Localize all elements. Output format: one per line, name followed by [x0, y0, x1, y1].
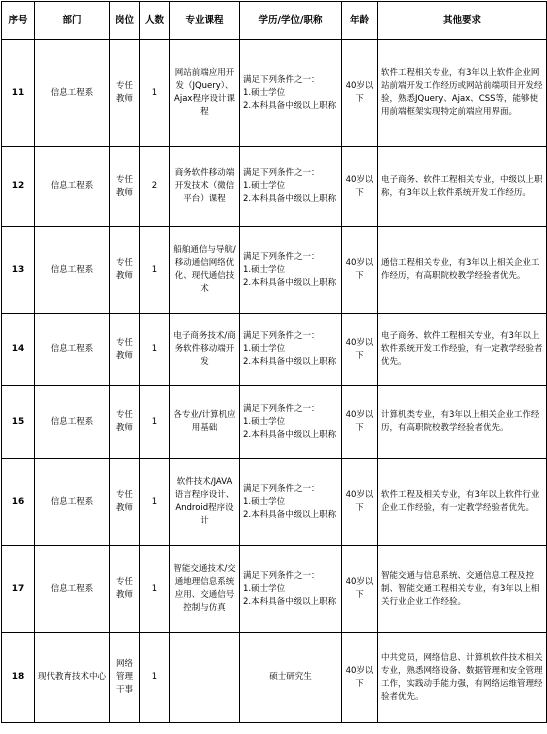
condition-line: 2.本科具备中级以上职称 [243, 429, 337, 440]
row-course: 软件技术/JAVA语言程序设计、Android程序设计 [170, 459, 240, 546]
row-dept: 信息工程系 [35, 459, 110, 546]
row-degree [240, 459, 342, 546]
condition-line: 2.本科具备中级以上职称 [243, 509, 337, 520]
condition-line: 1.硕士学位 [243, 344, 286, 354]
header-row [2, 2, 547, 40]
row-req: 计算机类专业，有3年以上相关企业工作经历，有高职院校教学经验者优先。 [378, 386, 547, 459]
condition-line: 满足下列条件之一： [243, 403, 320, 414]
header-post: 岗位 [110, 2, 140, 40]
row-age: 40岁以下 [342, 386, 378, 459]
row-count: 1 [140, 227, 170, 314]
row-age: 40岁以下 [342, 227, 378, 314]
row-req: 软件工程相关专业，有3年以上软件企业网站前端开发工作经历或网站前端项目开发经验，熟悉JQuery、Ajax、CSS等，能够使用前端框架实现特定前端应用界面。 [378, 40, 547, 147]
condition-line: 2.本科具备中级以上职称 [243, 277, 337, 288]
header-course: 专业课程 [170, 2, 240, 40]
row-age: 40岁以下 [342, 633, 378, 723]
row-no: 11 [2, 40, 35, 147]
row-age: 40岁以下 [342, 546, 378, 633]
row-post: 专任教师 [110, 386, 140, 459]
table-row [2, 40, 547, 147]
row-req: 电子商务、软件工程相关专业，中级以上职称，有3年以上软件系统开发工作经历。 [378, 147, 547, 227]
row-req: 电子商务、软件工程相关专业，有3年以上软件系统开发工作经验，有一定教学经验者优先。 [378, 314, 547, 386]
row-count: 1 [140, 546, 170, 633]
row-count: 1 [140, 40, 170, 147]
row-degree [240, 314, 342, 386]
condition-line: 1.硕士学位 [243, 416, 286, 427]
row-dept: 信息工程系 [35, 546, 110, 633]
row-dept: 信息工程系 [35, 386, 110, 459]
row-post: 专任教师 [110, 40, 140, 147]
row-degree: 硕士研究生 [240, 633, 342, 723]
row-course: 船舶通信与导航/移动通信网络优化、现代通信技术 [170, 227, 240, 314]
row-age: 40岁以下 [342, 459, 378, 546]
table-row [2, 546, 547, 633]
header-dept: 部门 [35, 2, 110, 40]
table-row [2, 227, 547, 314]
row-no: 13 [2, 227, 35, 314]
row-no: 16 [2, 459, 35, 546]
row-req: 软件工程及相关专业，有3年以上软件行业企业工作经验，有一定教学经验者优先。 [378, 459, 547, 546]
table-row [2, 314, 547, 386]
condition-line: 满足下列条件之一： [243, 483, 320, 494]
table-row [2, 147, 547, 227]
row-no: 12 [2, 147, 35, 227]
header-degree: 学历/学位/职称 [240, 2, 342, 40]
row-age: 40岁以下 [342, 147, 378, 227]
row-course: 智能交通技术/交通地理信息系统应用、交通信号控制与仿真 [170, 546, 240, 633]
row-count: 1 [140, 459, 170, 546]
header-age: 年龄 [342, 2, 378, 40]
row-course: 电子商务技术/商务软件移动端开发 [170, 314, 240, 386]
condition-line: 1.硕士学位 [243, 496, 286, 507]
row-count: 1 [140, 314, 170, 386]
row-post: 网络管理干事 [110, 633, 140, 723]
row-dept: 信息工程系 [35, 314, 110, 386]
row-age: 40岁以下 [342, 314, 378, 386]
row-degree [240, 546, 342, 633]
condition-line: 1.硕士学位 [243, 264, 286, 275]
recruitment-table [1, 1, 547, 723]
row-req: 中共党员，网络信息、计算机软件技术相关专业，熟悉网络设备、数据管理和安全管理工作，实践动手能力强，有网络运维管理经验者优先。 [378, 633, 547, 723]
table-row [2, 459, 547, 546]
condition-line: 满足下列条件之一： [243, 251, 320, 262]
row-post: 专任教师 [110, 147, 140, 227]
row-course: 商务软件移动端开发技术（微信平台）课程 [170, 147, 240, 227]
row-count: 1 [140, 633, 170, 723]
header-count: 人数 [140, 2, 170, 40]
condition-line: 1.硕士学位 [243, 583, 286, 594]
row-degree [240, 40, 342, 147]
condition-line: 满足下列条件之一： [243, 570, 320, 581]
row-no: 18 [2, 633, 35, 723]
row-count: 2 [140, 147, 170, 227]
row-no: 14 [2, 314, 35, 386]
condition-line: 2.本科具备中级以上职称 [243, 194, 337, 204]
row-degree [240, 147, 342, 227]
row-age: 40岁以下 [342, 40, 378, 147]
condition-line: 2.本科具备中级以上职称 [243, 357, 337, 367]
condition-line: 满足下列条件之一： [243, 74, 320, 85]
row-course: 网站前端应用开发（JQuery）、Ajax程序设计课程 [170, 40, 240, 147]
row-no: 17 [2, 546, 35, 633]
row-dept: 信息工程系 [35, 227, 110, 314]
row-post: 专任教师 [110, 459, 140, 546]
row-course: 各专业/计算机应用基础 [170, 386, 240, 459]
table-row [2, 386, 547, 459]
row-degree [240, 386, 342, 459]
row-req: 通信工程相关专业，有3年以上相关企业工作经历，有高职院校教学经验者优先。 [378, 227, 547, 314]
condition-line: 1.硕士学位 [243, 87, 286, 98]
header-no: 序号 [2, 2, 35, 40]
row-count: 1 [140, 386, 170, 459]
row-dept: 信息工程系 [35, 40, 110, 147]
row-dept: 现代教育技术中心 [35, 633, 110, 723]
header-req: 其他要求 [378, 2, 547, 40]
row-degree [240, 227, 342, 314]
row-post: 专任教师 [110, 546, 140, 633]
condition-line: 2.本科具备中级以上职称 [243, 100, 337, 111]
condition-line: 1.硕士学位 [243, 181, 286, 191]
condition-line: 满足下列条件之一： [243, 331, 320, 341]
row-dept: 信息工程系 [35, 147, 110, 227]
row-course [170, 633, 240, 723]
row-req: 智能交通与信息系统、交通信息工程及控制、智能交通工程相关专业，有3年以上相关行业企业工作经验。 [378, 546, 547, 633]
table-row [2, 633, 547, 723]
row-no: 15 [2, 386, 35, 459]
row-post: 专任教师 [110, 314, 140, 386]
condition-line: 2.本科具备中级以上职称 [243, 596, 337, 607]
row-post: 专任教师 [110, 227, 140, 314]
condition-line: 满足下列条件之一： [243, 168, 320, 178]
